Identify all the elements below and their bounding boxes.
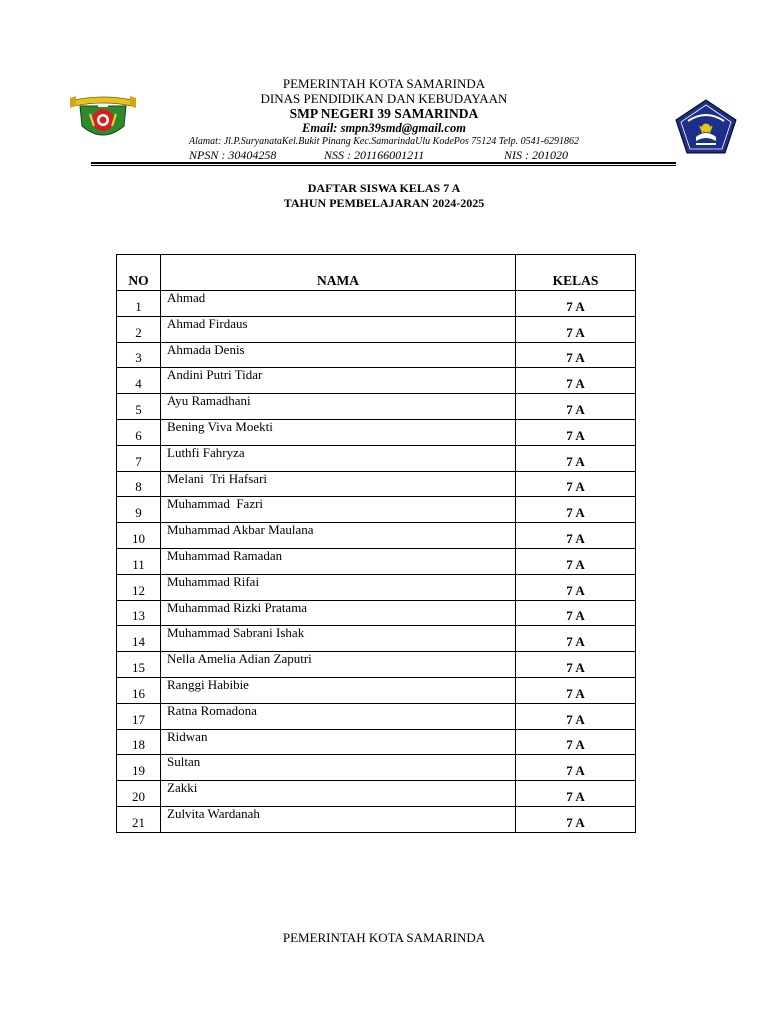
cell-nama: Bening Viva Moekti: [161, 419, 516, 445]
cell-kelas: 7 A: [516, 652, 636, 678]
table-row: [117, 574, 636, 600]
cell-kelas: 7 A: [516, 806, 636, 832]
table-row: [117, 652, 636, 678]
cell-kelas: 7 A: [516, 342, 636, 368]
cell-no: 14: [117, 626, 161, 652]
cell-no: 18: [117, 729, 161, 755]
cell-no: 9: [117, 497, 161, 523]
document-title: [0, 181, 768, 211]
cell-no: 10: [117, 523, 161, 549]
cell-kelas: 7 A: [516, 291, 636, 317]
document-title-line1: DAFTAR SISWA KELAS 7 A: [307, 181, 461, 195]
cell-nama: Muhammad Rizki Pratama: [161, 600, 516, 626]
letterhead: [0, 76, 768, 163]
table-row: [117, 471, 636, 497]
table-row: [117, 729, 636, 755]
cell-no: 2: [117, 316, 161, 342]
cell-kelas: 7 A: [516, 755, 636, 781]
cell-no: 12: [117, 574, 161, 600]
cell-nama: Muhammad Akbar Maulana: [161, 523, 516, 549]
cell-nama: Ratna Romadona: [161, 703, 516, 729]
cell-kelas: 7 A: [516, 419, 636, 445]
cell-kelas: 7 A: [516, 600, 636, 626]
cell-no: 4: [117, 368, 161, 394]
cell-kelas: 7 A: [516, 677, 636, 703]
cell-kelas: 7 A: [516, 548, 636, 574]
cell-nama: Andini Putri Tidar: [161, 368, 516, 394]
cell-no: 5: [117, 394, 161, 420]
letterhead-email: Email: smpn39smd@gmail.com: [302, 121, 466, 135]
column-header-no: NO: [117, 255, 161, 291]
cell-kelas: 7 A: [516, 626, 636, 652]
table-row: [117, 419, 636, 445]
cell-no: 19: [117, 755, 161, 781]
table-row: [117, 781, 636, 807]
cell-no: 13: [117, 600, 161, 626]
document-title-line2: TAHUN PEMBELAJARAN 2024-2025: [283, 196, 485, 210]
cell-no: 16: [117, 677, 161, 703]
cell-kelas: 7 A: [516, 703, 636, 729]
table-row: [117, 703, 636, 729]
cell-kelas: 7 A: [516, 497, 636, 523]
footer-government: PEMERINTAH KOTA SAMARINDA: [282, 930, 486, 945]
cell-nama: Ranggi Habibie: [161, 677, 516, 703]
letterhead-address: Alamat: Jl.P.SuryanataKel.Bukit Pinang Kec.SamarindaUlu KodePos 75124 Telp. 0541-6291862: [189, 136, 579, 147]
cell-nama: Melani Tri Hafsari: [161, 471, 516, 497]
cell-nama: Nella Amelia Adian Zaputri: [161, 652, 516, 678]
cell-no: 8: [117, 471, 161, 497]
cell-no: 11: [117, 548, 161, 574]
table-row: [117, 755, 636, 781]
cell-nama: Muhammad Sabrani Ishak: [161, 626, 516, 652]
table-header-row: [117, 255, 636, 291]
letterhead-nss: NSS : 201166001211: [324, 148, 425, 162]
table-row: [117, 394, 636, 420]
letterhead-department: DINAS PENDIDIKAN DAN KEBUDAYAAN: [260, 91, 508, 106]
table-row: [117, 626, 636, 652]
cell-nama: Ayu Ramadhani: [161, 394, 516, 420]
cell-nama: Zulvita Wardanah: [161, 806, 516, 832]
table-row: [117, 600, 636, 626]
cell-nama: Muhammad Fazri: [161, 497, 516, 523]
cell-no: 15: [117, 652, 161, 678]
cell-no: 21: [117, 806, 161, 832]
cell-kelas: 7 A: [516, 445, 636, 471]
cell-kelas: 7 A: [516, 368, 636, 394]
table-row: [117, 677, 636, 703]
cell-no: 6: [117, 419, 161, 445]
table-row: [117, 548, 636, 574]
cell-kelas: 7 A: [516, 729, 636, 755]
student-roster-table: [116, 254, 636, 833]
table-row: [117, 368, 636, 394]
letterhead-government: PEMERINTAH KOTA SAMARINDA: [282, 76, 486, 91]
cell-no: 20: [117, 781, 161, 807]
cell-nama: Muhammad Rifai: [161, 574, 516, 600]
table-row: [117, 445, 636, 471]
cell-nama: Ahmada Denis: [161, 342, 516, 368]
cell-kelas: 7 A: [516, 781, 636, 807]
cell-nama: Sultan: [161, 755, 516, 781]
table-row: [117, 497, 636, 523]
cell-nama: Muhammad Ramadan: [161, 548, 516, 574]
table-body: [117, 291, 636, 833]
letterhead-divider-thick: [91, 162, 676, 164]
letterhead-numbers: [0, 148, 768, 163]
cell-nama: Ridwan: [161, 729, 516, 755]
cell-no: 3: [117, 342, 161, 368]
table-row: [117, 806, 636, 832]
table-row: [117, 316, 636, 342]
cell-no: 17: [117, 703, 161, 729]
cell-kelas: 7 A: [516, 394, 636, 420]
cell-no: 1: [117, 291, 161, 317]
letterhead-school-name: SMP NEGERI 39 SAMARINDA: [289, 106, 479, 121]
letterhead-divider-thin: [91, 165, 676, 166]
cell-kelas: 7 A: [516, 316, 636, 342]
cell-kelas: 7 A: [516, 574, 636, 600]
cell-no: 7: [117, 445, 161, 471]
column-header-nama: NAMA: [161, 255, 516, 291]
table-row: [117, 523, 636, 549]
letterhead-nis: NIS : 201020: [504, 148, 568, 162]
cell-nama: Luthfi Fahryza: [161, 445, 516, 471]
column-header-kelas: KELAS: [516, 255, 636, 291]
letterhead-npsn: NPSN : 30404258: [189, 148, 277, 162]
cell-kelas: 7 A: [516, 471, 636, 497]
table-row: [117, 342, 636, 368]
table-row: [117, 291, 636, 317]
cell-nama: Ahmad: [161, 291, 516, 317]
cell-nama: Ahmad Firdaus: [161, 316, 516, 342]
cell-nama: Zakki: [161, 781, 516, 807]
cell-kelas: 7 A: [516, 523, 636, 549]
